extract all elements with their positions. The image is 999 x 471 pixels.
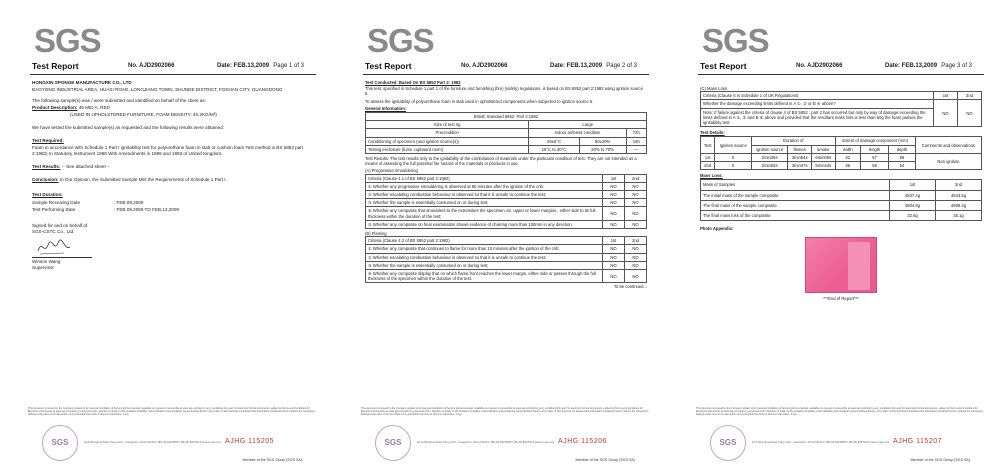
test-required-label: Test Required: xyxy=(32,137,64,143)
office-address: No.8 Zhenghua Road, Panyu Dist., Guangzhou, China 511431 t (86-20) 82155555 f (86-20) 82075113 www.cn.sgs.com xyxy=(417,441,555,444)
serial-number: AJHG 115205 xyxy=(225,438,274,445)
table-cell: NO xyxy=(625,245,647,253)
performing-date-label: Test Performing Date xyxy=(32,206,76,212)
table-cell: 4804.8g xyxy=(890,200,936,210)
table-header-cell: 1st xyxy=(934,92,958,100)
table-header-cell: 2nd xyxy=(625,174,647,182)
office-address: No.8 Zhenghua Road, Panyu Dist., Guangzhou, China 511431 t (86-20) 82155555 f (86-20) 82075113 www.cn.sgs.com xyxy=(752,441,890,444)
table-cell: 3min47s xyxy=(788,162,812,170)
sgs-stamp: SGS xyxy=(42,425,78,461)
table-cell: Size of test rig xyxy=(366,121,529,129)
table-row xyxy=(701,190,982,200)
client-address: BAOYONG INDUSTRIAL AREA, HUAXI ROAD, LONGJIANG TOWN, SHUNDE DISTRICT, FOSHAN CITY, GUANGDONG xyxy=(32,87,283,92)
table-row xyxy=(366,137,647,145)
product-description-value: 45 MID A, RED xyxy=(78,104,110,110)
table-cell: 52 xyxy=(835,153,860,161)
test-results-value: -- See attached sheet -- xyxy=(61,163,111,169)
test-required-text: Foam in accordance with Schedule 1 Part I ignitability test for polyurethane foam in slab or cushion foam Test method is BS 5852 part 2:1982) In Statutory Instrument 1988 With Amendments in 1989 and 1993 of United Kingdom. xyxy=(32,144,304,156)
page-body xyxy=(700,86,982,306)
table-cell: 56 xyxy=(835,162,860,170)
table-cell: Conditioning of specimen (and ignition source(s)) xyxy=(366,137,529,145)
signature-icon xyxy=(34,237,74,257)
signed-statement: Signed for and on behalf of xyxy=(32,222,88,228)
report-title: Test Report xyxy=(700,61,747,71)
table-cell: ① Whether any composite that continues to flame for more than 10 minutes after the ignition of the crib; xyxy=(366,245,603,253)
table-row xyxy=(366,182,647,190)
table-cell: 2min36s xyxy=(751,153,787,161)
table-cell: 5 xyxy=(715,162,752,170)
table-cell: NO xyxy=(603,253,625,261)
test-conducted-text: This test, specified in Schedule 1 part 1 of the furniture and furnishing (fire) (safety) regulations, is based on BS 5852 part 2:1982 using ignition source 5. xyxy=(365,86,643,97)
table-cell: 1st xyxy=(701,153,715,161)
table-header-cell: Extent of damage component (mm) xyxy=(835,137,915,145)
table-cell: Indoor ambient condition xyxy=(529,129,626,137)
table-header-row xyxy=(701,137,982,145)
table-row xyxy=(366,199,647,207)
signer-name: Winson Wang xyxy=(32,258,61,264)
table-header-cell: Criteria (Clause 4.2 of BS 5852 part 2:1982) xyxy=(366,237,603,245)
page-number: Page 3 of 3 xyxy=(941,63,972,69)
receiving-date-label: Sample Receiving Date xyxy=(32,199,81,205)
table-cell: 4843.5g xyxy=(936,190,982,200)
legal-notice: This document is issued by the Company subject to its General Conditions of Service printed overleaf, available on request or accessible at www.sgs.com/terms_and_conditions.htm and, for electronic format documents, subject to Terms and Conditions for Electronic Documents at www.sgs.com/terms_e-document.htm. Attention is drawn to the limitation of liability, indemnification and jurisdiction issues defined therein. Any holder of this document is advised that information contained hereon reflects the Company's findings at the time of its intervention only and within the limits of Client's instructions, if any. xyxy=(361,407,649,417)
table-cell: 5min44s xyxy=(811,162,835,170)
general-info-label: General Information: xyxy=(365,105,407,111)
table-header-cell: 1st xyxy=(603,237,625,245)
test-purpose-text: To assess the ignitability of polyurethane foam in slab used in upholstered components when subjected to ignition source 5. xyxy=(365,98,594,104)
mass-loss-table xyxy=(700,179,982,221)
table-row xyxy=(366,191,647,199)
table-header-cell: Criteria (Clause 4.1 of BS 5852 part 2:1982) xyxy=(366,174,603,182)
sgs-stamp: SGS xyxy=(375,425,411,461)
table-cell: NO xyxy=(603,245,625,253)
table-cell: NO xyxy=(603,261,625,269)
member-note: Member of the SGS Group (SGS SA) xyxy=(910,458,970,462)
test-results-intro: Test Results: The test results only to the ignitability of the combination of materials under the particular condition of test. They are not intended as a means of assessing the full potential fire hazard of the materials or products in use. xyxy=(365,156,637,167)
table-header-cell: smoke xyxy=(811,145,835,153)
table-cell: 58 xyxy=(860,162,888,170)
member-note: Member of the SGS Group (SGS SA) xyxy=(575,458,635,462)
table-cell: ① Whether any progressive smouldering is observed at 60 minutes after the ignition of the crib; xyxy=(366,182,603,190)
section-b-title: (B) Flaming xyxy=(365,231,387,237)
table-header-row xyxy=(701,92,982,100)
table-cell: ③ Whether the sample is essentially consumed on or during test; xyxy=(366,199,603,207)
receiving-date-value: : FEB.09,2009 xyxy=(114,199,144,205)
table-cell: Precondition xyxy=(366,129,529,137)
table-cell: NO xyxy=(603,207,625,220)
page-footer xyxy=(28,407,318,467)
table-cell: NO xyxy=(934,100,958,127)
table-cell: 2min52s xyxy=(751,162,787,170)
product-description-label: Product Description: xyxy=(32,104,78,110)
table-header-cell: flames xyxy=(788,145,812,153)
page-number: Page 2 of 3 xyxy=(606,63,637,69)
table-cell: NO xyxy=(958,100,982,127)
table-cell: 72h xyxy=(626,129,646,137)
report-date: Date: FEB.13,2009 xyxy=(550,63,603,69)
signature-area xyxy=(32,235,314,257)
table-row xyxy=(366,207,647,220)
report-page-2 xyxy=(341,0,659,471)
end-of-report: ***End of Report*** xyxy=(823,296,859,302)
table-cell: 3min54s xyxy=(788,153,812,161)
table-header-row xyxy=(366,174,647,182)
smouldering-table xyxy=(365,174,647,229)
table-header-cell: Duration of xyxy=(751,137,835,145)
table-row xyxy=(701,211,982,221)
table-header-row xyxy=(701,180,982,190)
table-cell: 16h xyxy=(626,137,646,145)
table-cell: ② Whether escalating combustion behaviour is observed so that it is unsafe to continue the test; xyxy=(366,253,603,261)
table-cell: Whether the damage exceeding limits defined in A ①, ② or B ④ above? xyxy=(701,100,934,108)
table-cell: NO xyxy=(603,270,625,283)
table-row xyxy=(366,121,647,129)
table-cell: 15°C to 30°C xyxy=(529,145,579,153)
table-cell: 6min09s xyxy=(811,153,835,161)
report-date: Date: FEB.13,2009 xyxy=(217,63,270,69)
table-cell: NO xyxy=(625,191,647,199)
mass-loss-criteria-table xyxy=(700,91,982,127)
report-date: Date: FEB.13,2009 xyxy=(885,63,938,69)
table-row xyxy=(701,200,982,210)
page-body xyxy=(365,80,647,290)
continued-note: To be continued... xyxy=(613,284,647,290)
table-row xyxy=(366,270,647,283)
header-divider xyxy=(363,74,649,75)
photo-appendix-label: Photo Appendix: xyxy=(700,226,734,232)
table-row xyxy=(366,220,647,228)
section-c-title: (C) Mass Loss xyxy=(700,86,727,91)
sgs-stamp: SGS xyxy=(710,425,746,461)
table-header-cell: Test xyxy=(701,137,715,153)
standard-table xyxy=(365,112,647,154)
section-a-title: (A) Progressive smouldering xyxy=(365,168,418,174)
table-header-cell: 2nd xyxy=(936,180,982,190)
page-number: Page 1 of 3 xyxy=(273,63,304,69)
signed-company: SGS-CSTC Co., Ltd. xyxy=(32,228,75,234)
legal-notice: This document is issued by the Company subject to its General Conditions of Service printed overleaf, available on request or accessible at www.sgs.com/terms_and_conditions.htm and, for electronic format documents, subject to Terms and Conditions for Electronic Documents at www.sgs.com/terms_e-document.htm. Attention is drawn to the limitation of liability, indemnification and jurisdiction issues defined therein. Any holder of this document is advised that information contained hereon reflects the Company's findings at the time of its intervention only and within the limits of Client's instructions, if any. xyxy=(696,407,984,417)
table-cell: NO xyxy=(625,199,647,207)
office-address: No.8 Zhenghua Road, Panyu Dist., Guangzhou, China 511431 t (86-20) 82155555 f (86-20) 82075113 www.cn.sgs.com xyxy=(84,441,222,444)
table-cell: Note: If failure against the criteria of clause 4 of BS 5852 : part 2 has occurred but only by way of damage exceeding the limits defined in A ①, ② and B ④ above and provided that the resultant mass loss is less than 60g the foam passes the ignitability test. xyxy=(701,108,934,127)
table-header-cell: Mass of Samples xyxy=(701,180,890,190)
serial-number: AJHG 115206 xyxy=(558,438,607,445)
table-cell: Large xyxy=(529,121,647,129)
flaming-table xyxy=(365,236,647,283)
table-cell: — xyxy=(626,145,646,153)
table-header-cell: Criteria (Clause 6 in Schedule 1 of UK Regulations) xyxy=(701,92,934,100)
table-row xyxy=(366,245,647,253)
legal-notice: This document is issued by the Company subject to its General Conditions of Service printed overleaf, available on request or accessible at www.sgs.com/terms_and_conditions.htm and, for electronic format documents, subject to Terms and Conditions for Electronic Documents at www.sgs.com/terms_e-document.htm. Attention is drawn to the limitation of liability, indemnification and jurisdiction issues defined therein. Any holder of this document is advised that information contained hereon reflects the Company's findings at the time of its intervention only and within the limits of Client's instructions, if any. xyxy=(28,407,316,417)
table-row xyxy=(701,153,982,161)
table-cell: NO xyxy=(625,261,647,269)
table-cell: ④ Whether any composite display that on which flame front reaches the lower margin, either side or passes through the full thickness of the specimen within the duration of the test. xyxy=(366,270,603,283)
table-row xyxy=(701,100,982,108)
submitted-statement: The following sample(s) was / were submitted and identified on behalf of the client as: xyxy=(32,97,206,103)
table-header-cell: 2nd xyxy=(625,237,647,245)
table-header-row xyxy=(366,237,647,245)
table-cell: NO xyxy=(625,253,647,261)
table-cell: ③ Whether the sample is essentially consumed on or during test; xyxy=(366,261,603,269)
table-header-cell: 1st xyxy=(890,180,936,190)
table-header-cell: length xyxy=(860,145,888,153)
table-row xyxy=(366,145,647,153)
client-name: HONGXIN SPONGE MANUFACTURE CO., LTD xyxy=(32,80,132,85)
table-cell: NO xyxy=(603,182,625,190)
table-cell: 32.6g xyxy=(890,211,936,221)
table-cell: NO xyxy=(625,182,647,190)
table-cell: 2nd xyxy=(701,162,715,170)
table-cell: 50±20% xyxy=(579,137,626,145)
mass-loss-label: Mass Loss: xyxy=(700,173,723,179)
table-row xyxy=(366,253,647,261)
table-header-cell: ignition source xyxy=(751,145,787,153)
test-details-table xyxy=(700,136,982,170)
standard-caption: British Standard 5852: Part 2:1982 xyxy=(366,113,647,121)
table-cell: 4808.4g xyxy=(936,200,982,210)
page-body xyxy=(32,80,314,275)
report-page-1 xyxy=(8,0,326,471)
report-header xyxy=(32,62,318,72)
report-header xyxy=(700,62,986,72)
signature-line xyxy=(32,257,92,258)
signer-title: Supervisor xyxy=(32,264,54,270)
member-note: Member of the SGS Group (SGS SA) xyxy=(242,458,302,462)
table-cell: 5 xyxy=(715,153,752,161)
table-cell: Non ignition xyxy=(915,153,981,169)
table-cell: NO xyxy=(625,220,647,228)
table-cell: NO xyxy=(603,191,625,199)
report-title: Test Report xyxy=(32,61,79,71)
serial-number: AJHG 115207 xyxy=(893,438,942,445)
test-conducted-title: Test Conducted: Based On BS 5852 Part 2: 1982 xyxy=(365,80,461,85)
table-cell: ④ Whether any composite that smoulders to the extremities the specimen viz. upper or lower margins , either side to its full thickness within the duration of the test; xyxy=(366,207,603,220)
page-footer xyxy=(361,407,651,467)
table-cell: ② Whether escalating combustion behaviour is observed so that it is unsafe to continue the test; xyxy=(366,191,603,199)
sample-photo xyxy=(805,237,877,293)
table-cell: ⑤ Whether any composite on final examination shows evidence of charring more than 100mm in any direction. xyxy=(366,220,603,228)
table-cell: The initial mass of the sample composite xyxy=(701,190,890,200)
table-header-cell: 1st xyxy=(603,174,625,182)
table-cell: NO xyxy=(603,199,625,207)
table-header-cell: width xyxy=(835,145,860,153)
tested-statement: We have tested the submitted sample(s) as requested and the following results were obtained: xyxy=(32,124,224,130)
table-header-cell: 2nd xyxy=(958,92,982,100)
report-header xyxy=(365,62,651,72)
table-header-cell: depth xyxy=(889,145,916,153)
report-number: No. AJD2902066 xyxy=(461,63,508,69)
test-details-label: Test Details: xyxy=(700,130,725,136)
header-divider xyxy=(30,74,316,75)
table-row xyxy=(366,129,647,137)
report-title: Test Report xyxy=(365,61,412,71)
table-cell: Testing enclosure (fume cupboard room) xyxy=(366,145,529,153)
table-cell: NO xyxy=(625,270,647,283)
test-duration-label: Test Duration: xyxy=(32,191,63,197)
report-number: No. AJD2902066 xyxy=(128,63,175,69)
table-header-cell: Ignition source xyxy=(715,137,752,153)
test-results-label: Test Results: xyxy=(32,163,61,169)
header-divider xyxy=(698,74,984,75)
table-cell: NO xyxy=(625,207,647,220)
table-cell: 57 xyxy=(860,153,888,161)
performing-date-value: : FEB.09,2009 TO FEB.13,2009 xyxy=(114,206,179,212)
table-cell: NO xyxy=(603,220,625,228)
table-cell: The final mass of the sample composite xyxy=(701,200,890,210)
report-page-3 xyxy=(676,0,994,471)
sgs-logo: SGS xyxy=(34,22,101,59)
sgs-logo: SGS xyxy=(702,22,769,59)
report-number: No. AJD2902066 xyxy=(796,63,843,69)
table-cell: 20±5°C xyxy=(529,137,579,145)
table-row xyxy=(366,261,647,269)
table-cell: 20% to 70% xyxy=(579,145,626,153)
product-use: (USED IN UPHOLSTERED FURNITURE, FOAM DENSITY: 40.2KG/M³) xyxy=(70,111,217,117)
table-cell: 58 xyxy=(889,153,916,161)
conclusion-value: In Our Opinion, the Submitted Sample Met the Requirements of Schedule 1 Part I. xyxy=(59,176,227,182)
sgs-logo: SGS xyxy=(367,22,434,59)
table-header-cell: Comments and observations xyxy=(915,137,981,153)
table-cell: The final mass loss of the composite xyxy=(701,211,890,221)
conclusion-label: Conclusion: xyxy=(32,176,59,182)
table-cell: 54 xyxy=(889,162,916,170)
page-footer xyxy=(696,407,986,467)
table-cell: 35.1g xyxy=(936,211,982,221)
table-cell: 4837.4g xyxy=(890,190,936,200)
